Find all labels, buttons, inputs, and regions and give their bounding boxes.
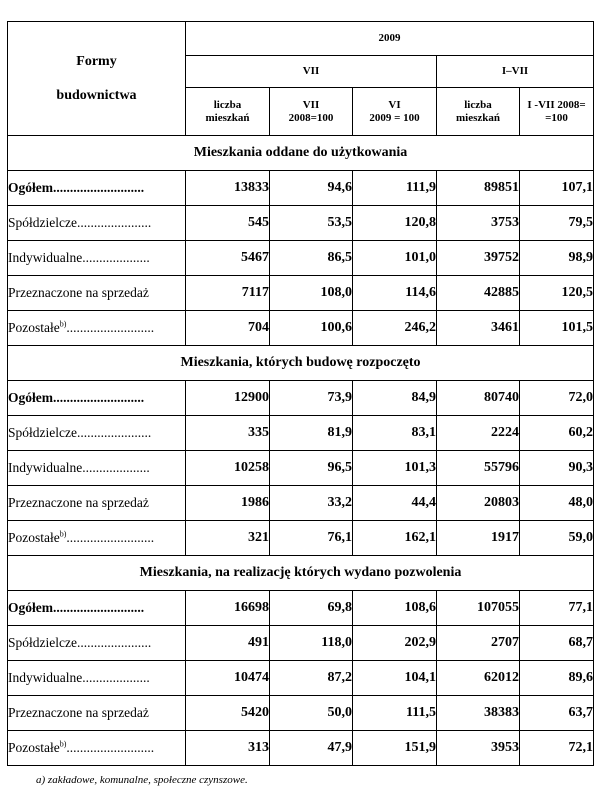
row-label: Ogółem...........................	[8, 171, 186, 206]
value-cell: 47,9	[270, 731, 353, 766]
table-row	[8, 381, 594, 416]
table-row	[8, 241, 594, 276]
value-cell: 53,5	[270, 206, 353, 241]
value-cell: 12900	[186, 381, 270, 416]
value-cell: 73,9	[270, 381, 353, 416]
value-cell: 94,6	[270, 171, 353, 206]
section-row	[8, 556, 594, 591]
table-row	[8, 276, 594, 311]
value-cell: 120,8	[353, 206, 437, 241]
row-label: Indywidualne....................	[8, 661, 186, 696]
value-cell: 63,7	[520, 696, 594, 731]
leader-dots: ......................	[76, 215, 152, 230]
value-cell: 90,3	[520, 451, 594, 486]
value-cell: 321	[186, 521, 270, 556]
row-label: Spółdzielcze......................	[8, 206, 186, 241]
footnote-marker: b)	[59, 529, 67, 539]
section-title: Mieszkania, na realizację których wydano pozwolenia	[8, 556, 594, 591]
value-cell: 335	[186, 416, 270, 451]
value-cell: 48,0	[520, 486, 594, 521]
value-cell: 96,5	[270, 451, 353, 486]
value-cell: 68,7	[520, 626, 594, 661]
value-cell: 89851	[437, 171, 520, 206]
section-row	[8, 136, 594, 171]
value-cell: 60,2	[520, 416, 594, 451]
table-row	[8, 591, 594, 626]
table-row	[8, 486, 594, 521]
value-cell: 76,1	[270, 521, 353, 556]
footnote-marker: b)	[59, 739, 67, 749]
value-cell: 104,1	[353, 661, 437, 696]
table-row	[8, 311, 594, 346]
value-cell: 114,6	[353, 276, 437, 311]
range-header: I–VII	[437, 56, 594, 88]
value-cell: 72,1	[520, 731, 594, 766]
value-cell: 38383	[437, 696, 520, 731]
value-cell: 162,1	[353, 521, 437, 556]
value-cell: 77,1	[520, 591, 594, 626]
value-cell: 5420	[186, 696, 270, 731]
value-cell: 42885	[437, 276, 520, 311]
value-cell: 108,6	[353, 591, 437, 626]
value-cell: 3953	[437, 731, 520, 766]
table-row	[8, 416, 594, 451]
footnote-marker: b)	[59, 319, 67, 329]
leader-dots: ......................	[76, 425, 152, 440]
leader-dots: ...........................	[53, 600, 145, 615]
leader-dots: ......................	[76, 635, 152, 650]
footnote: a) zakładowe, komunalne, społeczne czynszowe.	[36, 774, 248, 786]
row-label: Przeznaczone na sprzedaż	[8, 696, 186, 731]
section-title: Mieszkania oddane do użytkowania	[8, 136, 594, 171]
value-cell: 313	[186, 731, 270, 766]
value-cell: 79,5	[520, 206, 594, 241]
value-cell: 69,8	[270, 591, 353, 626]
value-cell: 111,5	[353, 696, 437, 731]
section-row	[8, 346, 594, 381]
value-cell: 246,2	[353, 311, 437, 346]
value-cell: 101,0	[353, 241, 437, 276]
leader-dots: ..........................	[66, 320, 155, 335]
value-cell: 107055	[437, 591, 520, 626]
value-cell: 1986	[186, 486, 270, 521]
value-cell: 10258	[186, 451, 270, 486]
value-cell: 7117	[186, 276, 270, 311]
col-liczba-mieszkan: liczba mieszkań	[186, 88, 270, 136]
value-cell: 83,1	[353, 416, 437, 451]
value-cell: 84,9	[353, 381, 437, 416]
formy-line2: budownictwa	[56, 87, 137, 103]
value-cell: 50,0	[270, 696, 353, 731]
row-label: Pozostałe$^{b)}$..........................	[8, 731, 186, 766]
row-label: Spółdzielcze......................	[8, 626, 186, 661]
value-cell: 491	[186, 626, 270, 661]
value-cell: 39752	[437, 241, 520, 276]
leader-dots: ....................	[82, 670, 150, 685]
value-cell: 120,5	[520, 276, 594, 311]
value-cell: 33,2	[270, 486, 353, 521]
value-cell: 704	[186, 311, 270, 346]
col-range-2008: I -VII 2008= =100	[520, 88, 594, 136]
value-cell: 100,6	[270, 311, 353, 346]
row-label: Przeznaczone na sprzedaż	[8, 486, 186, 521]
leader-dots: ..........................	[66, 530, 155, 545]
value-cell: 118,0	[270, 626, 353, 661]
row-label: Indywidualne....................	[8, 241, 186, 276]
table-row	[8, 171, 594, 206]
table-row	[8, 521, 594, 556]
value-cell: 62012	[437, 661, 520, 696]
value-cell: 107,1	[520, 171, 594, 206]
value-cell: 5467	[186, 241, 270, 276]
value-cell: 44,4	[353, 486, 437, 521]
table-row	[8, 731, 594, 766]
table-row	[8, 626, 594, 661]
value-cell: 151,9	[353, 731, 437, 766]
row-label: Pozostałe$^{b)}$..........................	[8, 311, 186, 346]
housing-table	[7, 21, 594, 766]
row-label: Pozostałe$^{b)}$..........................	[8, 521, 186, 556]
value-cell: 545	[186, 206, 270, 241]
row-label: Spółdzielcze......................	[8, 416, 186, 451]
value-cell: 111,9	[353, 171, 437, 206]
value-cell: 87,2	[270, 661, 353, 696]
leader-dots: ...........................	[53, 390, 145, 405]
col-vi-2009: VI 2009 = 100	[353, 88, 437, 136]
value-cell: 108,0	[270, 276, 353, 311]
value-cell: 2224	[437, 416, 520, 451]
leader-dots: ....................	[82, 250, 150, 265]
value-cell: 81,9	[270, 416, 353, 451]
value-cell: 20803	[437, 486, 520, 521]
value-cell: 101,5	[520, 311, 594, 346]
section-title: Mieszkania, których budowę rozpoczęto	[8, 346, 594, 381]
value-cell: 2707	[437, 626, 520, 661]
col-liczba-mieszkan-range: liczba mieszkań	[437, 88, 520, 136]
value-cell: 1917	[437, 521, 520, 556]
value-cell: 89,6	[520, 661, 594, 696]
leader-dots: ....................	[82, 460, 150, 475]
value-cell: 3753	[437, 206, 520, 241]
table-row	[8, 661, 594, 696]
value-cell: 13833	[186, 171, 270, 206]
row-label: Przeznaczone na sprzedaż	[8, 276, 186, 311]
year-header: 2009	[186, 22, 594, 56]
formy-header	[8, 22, 186, 136]
month-header: VII	[186, 56, 437, 88]
value-cell: 16698	[186, 591, 270, 626]
value-cell: 55796	[437, 451, 520, 486]
table-row	[8, 451, 594, 486]
value-cell: 101,3	[353, 451, 437, 486]
value-cell: 98,9	[520, 241, 594, 276]
value-cell: 202,9	[353, 626, 437, 661]
table-row	[8, 696, 594, 731]
value-cell: 3461	[437, 311, 520, 346]
value-cell: 86,5	[270, 241, 353, 276]
col-vii-2008: VII 2008=100	[270, 88, 353, 136]
row-label: Ogółem...........................	[8, 591, 186, 626]
leader-dots: ..........................	[66, 740, 155, 755]
formy-line1: Formy	[76, 53, 117, 69]
value-cell: 10474	[186, 661, 270, 696]
leader-dots: ...........................	[53, 180, 145, 195]
value-cell: 59,0	[520, 521, 594, 556]
row-label: Indywidualne....................	[8, 451, 186, 486]
value-cell: 80740	[437, 381, 520, 416]
row-label: Ogółem...........................	[8, 381, 186, 416]
table-row	[8, 206, 594, 241]
value-cell: 72,0	[520, 381, 594, 416]
